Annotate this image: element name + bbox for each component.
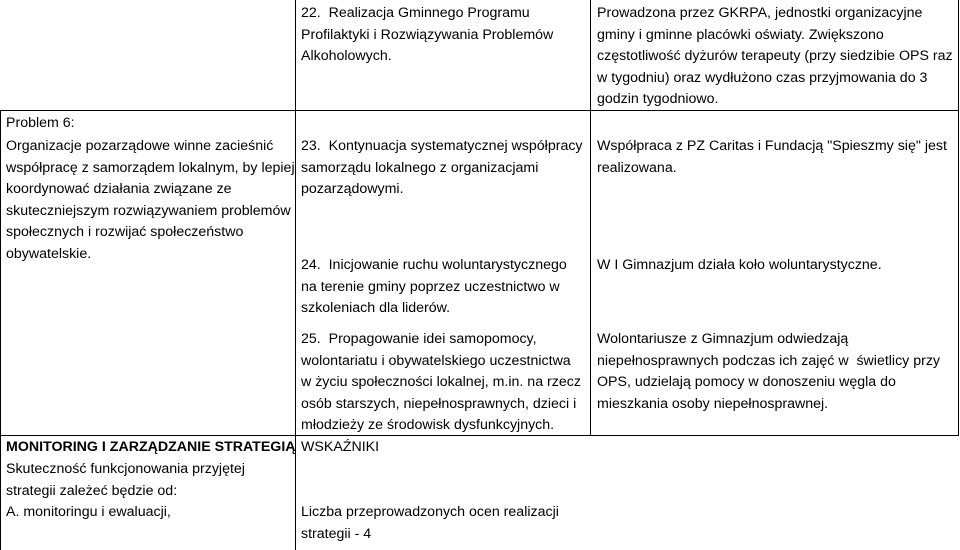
item-22: 22. Realizacja Gminnego Programu Profilaktyki i Rozwiązywania Problemów Alkoholowych. [301, 5, 554, 64]
status-24: W I Gimnazjum działa koło woluntarystyczne. [597, 257, 882, 273]
wskazniki-title: WSKAŹNIKI [301, 439, 380, 455]
table-left-border [0, 110, 1, 550]
problem-text: Organizacje pozarządowe winne zacieśnić współpracę z samorządem lokalnym, by lepiej koordynować działania związane ze skuteczniejszym rozwiązywaniem problemów społecznych i rozwijać społeczeństwo obywatelskie. [6, 138, 295, 262]
monitoring-title: MONITORING I ZARZĄDZANIE STRATEGIĄ [6, 439, 296, 455]
problem-title: Problem 6: [6, 115, 75, 131]
item-25: 25. Propagowanie idei samopomocy, wolontariatu i obywatelskiego uczestnictwa w życiu społeczności lokalnej, m.in. na rzecz osób starszych, niepełnosprawnych, dzieci i młodzieży ze środowisk dysfunkcyjnych. [301, 331, 581, 433]
table-right-border [958, 0, 959, 436]
col-divider-2 [590, 0, 591, 436]
item-23: 23. Kontynuacja systematycznej współpracy samorządu lokalnego z organizacjami pozarządowymi. [301, 138, 583, 197]
status-25: Wolontariusze z Gimnazjum odwiedzają niepełnosprawnych podczas ich zajęć w świetlicy przy OPS, udzielają pomocy w donoszeniu węgla do mieszkania osoby niepełnosprawnej. [597, 331, 941, 412]
monitoring-text: Skuteczność funkcjonowania przyjętej strategii zależeć będzie od: A. monitoringu i ewaluacji, [6, 461, 245, 520]
col-divider-1 [295, 0, 296, 550]
wskazniki-text: Liczba przeprowadzonych ocen realizacji strategii - 4 [301, 504, 559, 542]
status-23: Współpraca z PZ Caritas i Fundacją "Spieszmy się" jest realizowana. [597, 138, 947, 176]
item-24: 24. Inicjowanie ruchu woluntarystycznego na terenie gminy poprzez uczestnictwo w szkoleniach dla liderów. [301, 257, 567, 316]
status-22: Prowadzona przez GKRPA, jednostki organizacyjne gminy i gminne placówki oświaty. Zwiększono częstotliwość dyżurów terapeuty (przy siedzibie OPS raz w tygodniu) oraz wydłużono czas przyjmowania do 3 godzin tygodniowo. [597, 5, 953, 107]
